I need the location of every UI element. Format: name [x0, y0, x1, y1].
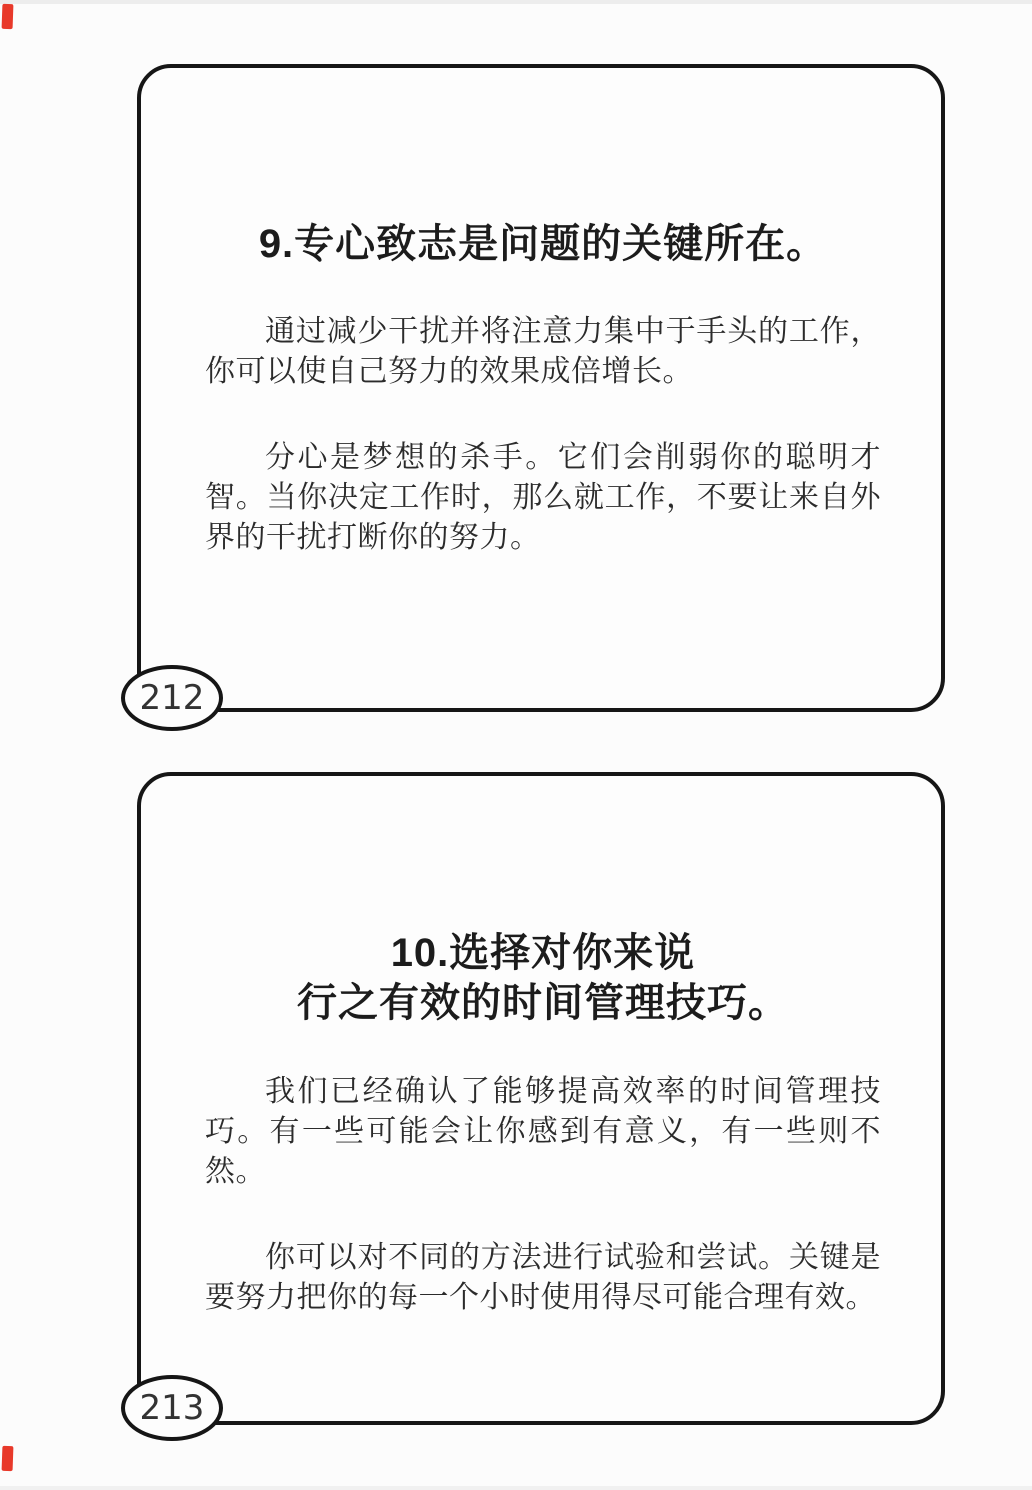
note-card-10-content: [141, 928, 941, 1318]
card-title-line: 10.选择对你来说: [390, 931, 696, 975]
card-title: [205, 928, 881, 1028]
red-mark-icon: [2, 4, 14, 29]
card-paragraph: 通过减少干扰并将注意力集中于手头的工作，你可以使自己努力的效果成倍增长。: [205, 315, 881, 388]
note-card-9-content: [141, 220, 941, 558]
card-title: [205, 220, 881, 268]
page-number: 212: [139, 678, 205, 718]
page-number: 213: [139, 1388, 205, 1428]
red-mark-icon: [2, 1446, 14, 1471]
card-paragraph: 你可以对不同的方法进行试验和尝试。关键是要努力把你的每一个小时使用得尽可能合理有效。: [205, 1241, 881, 1314]
screenshot-top-edge: [0, 0, 1032, 4]
note-card-10: [137, 772, 945, 1425]
page-number-badge: [121, 1375, 223, 1441]
card-title-line: 行之有效的时间管理技巧。: [297, 981, 789, 1025]
note-card-9: [137, 64, 945, 712]
card-title-line: 9.专心致志是问题的关键所在。: [258, 222, 828, 266]
card-paragraph: 我们已经确认了能够提高效率的时间管理技巧。有一些可能会让你感到有意义，有一些则不然。: [205, 1075, 881, 1188]
card-paragraph: 分心是梦想的杀手。它们会削弱你的聪明才智。当你决定工作时，那么就工作，不要让来自外界的干扰打断你的努力。: [205, 441, 881, 554]
screenshot-bottom-edge: [0, 1486, 1032, 1490]
page-number-badge: [121, 665, 223, 731]
